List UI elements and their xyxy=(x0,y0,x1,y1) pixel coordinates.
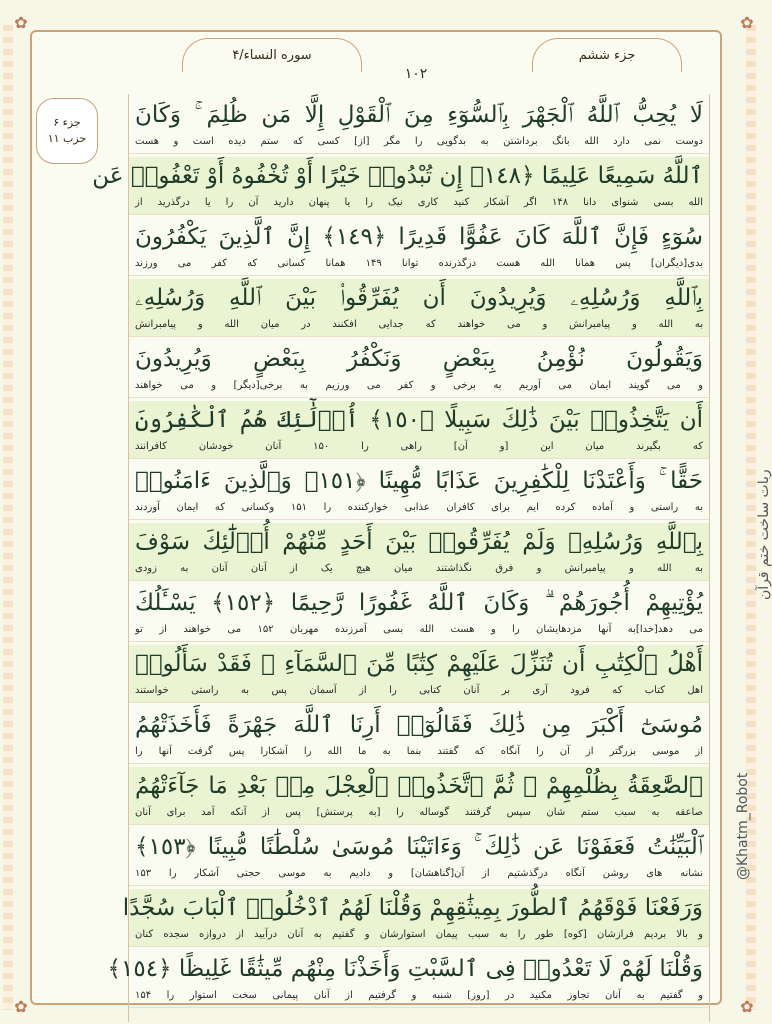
persian-translation: نشانه های روشن آنگاه درگذشتیم از آن[گناهشان] و دادیم به موسی حجتی آشکار را ۱۵۳ xyxy=(135,868,703,879)
verse-line xyxy=(129,218,709,276)
verse-line xyxy=(129,279,709,337)
persian-translation: به الله و پیامبرانش و می خواهند که جدایی افکنند در میان الله و پیامبرانش xyxy=(135,319,703,330)
persian-translation: و می گویند ایمان می آوریم به برخی و کفر می ورزیم به برخی[دیگر] و می خواهند xyxy=(135,380,703,391)
persian-translation: صاعقه به سبب ستم شان سپس گرفتند گوساله را [به پرستش] پس از آنکه آمد برای آنان xyxy=(135,807,703,818)
watermark-handle: @Khatm_Robot xyxy=(735,772,751,880)
verse-line xyxy=(107,950,709,1008)
corner-ornament-icon: ✿ xyxy=(14,997,28,1016)
juz-hizb-marker xyxy=(36,98,98,164)
verse-line xyxy=(129,523,709,581)
verse-line xyxy=(129,340,709,398)
hizb-marker-text: حزب ۱۱ xyxy=(47,132,87,145)
corner-ornament-icon: ✿ xyxy=(740,13,754,32)
arabic-text: لَا يُحِبُّ ٱللَّهُ ٱلْجَهْرَ بِٱلسُّوٓءِ مِنَ ٱلْقَوْلِ إِلَّا مَن ظُلِمَ ۚ وَكَانَ xyxy=(135,102,703,128)
arabic-text: وَرَفَعْنَا فَوْقَهُمُ ٱلطُّورَ بِمِيثَٰقِهِمْ وَقُلْنَا لَهُمُ ٱدْخُلُوا۟ ٱلْبَابَ سُجَّدًا xyxy=(122,895,703,921)
juz-marker-text: جزء ۶ xyxy=(53,116,81,129)
persian-translation: می دهد[خدا]به آنها مزدهایشان را و هست الله بسی آمرزنده مهربان ۱۵۲ می خواهند از تو xyxy=(135,624,703,635)
corner-ornament-icon: ✿ xyxy=(14,13,28,32)
verse-line xyxy=(129,828,709,886)
arabic-text: وَقُلْنَا لَهُمْ لَا تَعْدُوا۟ فِى ٱلسَّبْتِ وَأَخَذْنَا مِنْهُم مِّيثَٰقًا غَلِيظًا ﴿١٥٤﴾ xyxy=(107,956,703,982)
persian-translation: به راستی و آماده کرده ایم برای کافران عذابی خوارکننده را ۱۵۱ وکسانی که ایمان آوردند xyxy=(135,502,703,513)
surah-tab xyxy=(182,38,362,72)
arabic-text: بِٱللَّهِ وَرُسُلِهِۦ وَلَمْ يُفَرِّقُوا۟ بَيْنَ أَحَدٍ مِّنْهُمْ أُو۟لَٰٓئِكَ سَوْفَ xyxy=(135,529,703,555)
verse-line xyxy=(129,584,709,642)
persian-translation: از موسی بزرگتر از آن را آنگاه که گفتند بنما به ما الله را آشکارا پس گرفت آنها را xyxy=(135,746,703,757)
arabic-text: وَيَقُولُونَ نُؤْمِنُ بِبَعْضٍ وَنَكْفُرُ بِبَعْضٍ وَيُرِيدُونَ xyxy=(135,346,703,372)
arabic-text: أَهْلُ ٱلْكِتَٰبِ أَن تُنَزِّلَ عَلَيْهِمْ كِتَٰبًا مِّنَ ٱلسَّمَآءِ ۚ فَقَدْ سَأَلُوا۟ xyxy=(135,651,703,677)
persian-translation: که بگیرند میان این [و آن] راهی را ۱۵۰ آنان خودشان کافرانند xyxy=(135,441,703,452)
verse-line xyxy=(129,462,709,520)
page-number: ۱۰۲ xyxy=(404,66,428,82)
page-header xyxy=(32,32,720,92)
arabic-text: ٱلْبَيِّنَٰتُ فَعَفَوْنَا عَن ذَٰلِكَ ۚ وَءَاتَيْنَا مُوسَىٰ سُلْطَٰنًا مُّبِينًا ﴿١٥٣﴾ xyxy=(135,834,703,860)
arabic-text: سُوٓءٍ فَإِنَّ ٱللَّهَ كَانَ عَفُوًّا قَدِيرًا ﴿١٤٩﴾ إِنَّ ٱلَّذِينَ يَكْفُرُونَ xyxy=(135,224,703,250)
verse-line xyxy=(129,401,709,459)
surah-label: سوره النساء/۴ xyxy=(232,48,312,63)
juz-tab xyxy=(532,38,682,72)
persian-translation: به الله و پیامبرانش و فرق نگذاشتند میان هیچ یک از آنان آنان به زودی xyxy=(135,563,703,574)
arabic-text: يُؤْتِيهِمْ أُجُورَهُمْ ۗ وَكَانَ ٱللَّهُ غَفُورًا رَّحِيمًا ﴿١٥٢﴾ يَسْـَٔلُكَ xyxy=(135,590,703,616)
verse-line xyxy=(129,645,709,703)
corner-ornament-icon: ✿ xyxy=(740,997,754,1016)
persian-translation: و بالا بردیم فرازشان [کوه] طور را به سبب پیمان استوارشان و گفتیم به آنان درآیید از دروازه سجده کنان xyxy=(135,929,703,940)
verse-line xyxy=(92,157,709,215)
left-border-fringe xyxy=(3,25,13,1010)
persian-translation: و گفتیم به آنان تجاوز مکنید در [روز] شنبه و گرفتیم از آنان پیمانی سخت استوار را ۱۵۴ xyxy=(135,990,703,1001)
arabic-text: أَن يَتَّخِذُوا۟ بَيْنَ ذَٰلِكَ سَبِيلًا ﴿١٥٠﴾ أُو۟لَٰٓئِكَ هُمُ ٱلْكَٰفِرُونَ xyxy=(135,407,703,433)
verse-line xyxy=(129,767,709,825)
arabic-text: ٱلصَّٰعِقَةُ بِظُلْمِهِمْ ۚ ثُمَّ ٱتَّخَذُوا۟ ٱلْعِجْلَ مِنۢ بَعْدِ مَا جَآءَتْهُمُ xyxy=(135,773,703,799)
persian-translation: الله بسی شنوای دانا ۱۴۸ اگر آشکار کنید کاری نیک را یا پنهان دارید آن را یا درگذرید از xyxy=(135,197,704,208)
verse-line xyxy=(122,889,709,947)
persian-translation: اهل کتاب که فرود آری بر آنان کتابی را از آسمان پس به راستی خواستند xyxy=(135,685,703,696)
juz-label: جزء ششم xyxy=(578,48,636,63)
mushaf-page xyxy=(30,30,722,1005)
arabic-text: حَقًّا ۚ وَأَعْتَدْنَا لِلْكَٰفِرِينَ عَذَابًا مُّهِينًا ﴿١٥١﴾ وَٱلَّذِينَ ءَامَنُوا۟ xyxy=(135,468,703,494)
arabic-text: ٱللَّهُ سَمِيعًا عَلِيمًا ﴿١٤٨﴾ إِن تُبْدُوا۟ خَيْرًا أَوْ تُخْفُوهُ أَوْ تَعْفُوا۟ عَن xyxy=(92,163,703,189)
verse-line xyxy=(129,96,709,154)
verse-lines xyxy=(92,94,710,1022)
persian-translation: بدی[دیگران] پس همانا الله هست درگذرنده توانا ۱۴۹ همانا کسانی که کفر می ورزند xyxy=(135,258,703,269)
arabic-text: مُوسَىٰٓ أَكْبَرَ مِن ذَٰلِكَ فَقَالُوٓا۟ أَرِنَا ٱللَّهَ جَهْرَةً فَأَخَذَتْهُمُ xyxy=(135,712,703,738)
watermark-text: ربات ساخت ختم قرآن xyxy=(756,469,772,600)
persian-translation: دوست نمی دارد الله بانگ برداشتن به بدگویی را مگر [از] کسی که ستم دیده است و هست xyxy=(135,136,703,147)
verse-line xyxy=(129,706,709,764)
arabic-text: بِٱللَّهِ وَرُسُلِهِۦ وَيُرِيدُونَ أَن يُفَرِّقُوا۟ بَيْنَ ٱللَّهِ وَرُسُلِهِۦ xyxy=(135,285,703,311)
